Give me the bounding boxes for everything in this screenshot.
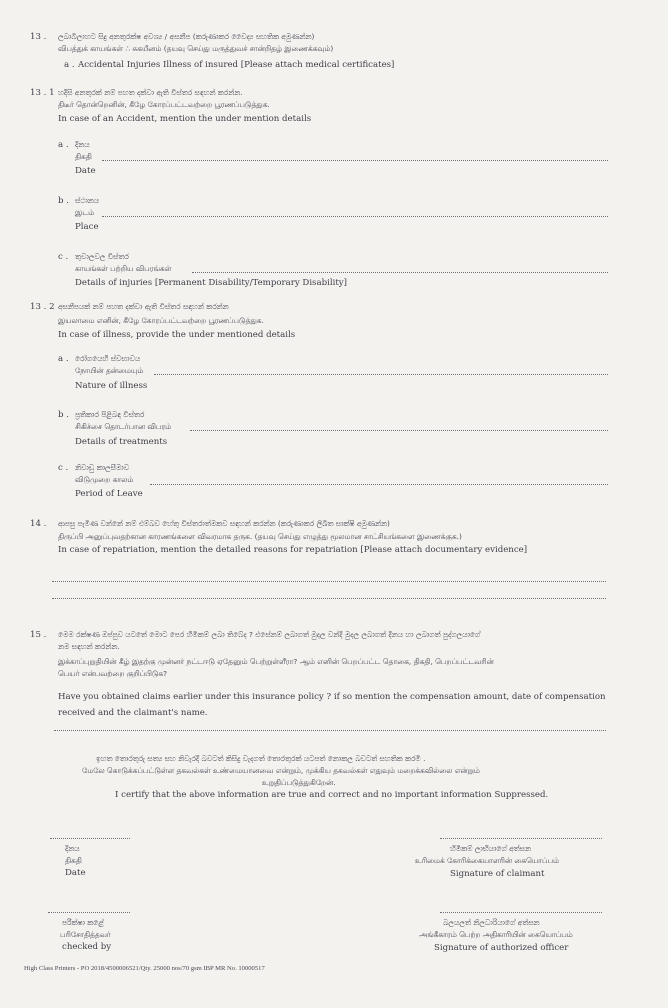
- authorized-officer-signature-line[interactable]: [440, 912, 602, 913]
- authorized-officer-sinhala: බලයලත් නිලධාරියාගේ අත්සන: [443, 918, 540, 927]
- certify-english: I certify that the above information are true and correct and no important information Suppressed.: [115, 790, 549, 800]
- leave-period-label: Period of Leave: [75, 489, 143, 499]
- q13-2-tamil: இயலாமை எனின், கீழே கோரப்பட்டவற்றை பூரணப்படுத்துக.: [58, 316, 264, 325]
- q13-2-number: 13 . 2: [30, 302, 55, 312]
- illness-nature-tamil: நோயின் தன்மையும்: [75, 366, 144, 375]
- treatment-details-label: Details of treatments: [75, 437, 168, 447]
- date-tamil: திகதி: [65, 856, 82, 865]
- claimant-signature-sinhala: හිමිකම් ලාභියාගේ අත්සන: [450, 844, 531, 853]
- q13-option-prefix: a .: [64, 60, 75, 70]
- accident-date-sinhala: දිනය: [75, 140, 90, 149]
- q14-english: In case of repatriation, mention the detailed reasons for repatriation [Please attach documentary evidence]: [58, 545, 528, 555]
- treatment-details-sinhala: ප්‍රතිකාර පිළිබඳ විස්තර: [75, 410, 145, 419]
- repatriation-reason-line-2[interactable]: [52, 598, 606, 599]
- illness-nature-prefix: a .: [58, 354, 69, 364]
- q14-number: 14 .: [30, 519, 47, 529]
- q13-tamil: விபத்துக் காயங்கள் ∴ சுகயீனம் (தயவு செய்து மருத்துவச் சான்றிதழ் இணைக்கவும்): [58, 44, 334, 53]
- accident-place-tamil: இடம்: [75, 208, 95, 217]
- q15-english-line-1: Have you obtained claims earlier under this insurance policy ? if so mention the compensation amount, date of compensation: [58, 692, 606, 702]
- injury-details-sinhala: තුවාලවල විස්තර: [75, 252, 129, 261]
- claimant-signature-tamil: உரிமைக் கோரிக்கையாளரின் கையொப்பம்: [415, 856, 559, 865]
- leave-period-prefix: c .: [58, 463, 69, 473]
- leave-period-sinhala: නිවාඩු කාලසීමාව: [75, 463, 130, 472]
- prior-claims-field[interactable]: [54, 730, 606, 731]
- injury-details-prefix: c .: [58, 252, 69, 262]
- claimant-signature-line[interactable]: [440, 838, 602, 839]
- claimant-signature-label: Signature of claimant: [450, 869, 545, 879]
- injury-details-label: Details of injuries [Permanent Disability/Temporary Disability]: [75, 278, 348, 288]
- leave-period-field[interactable]: [150, 484, 608, 485]
- treatment-details-prefix: b .: [58, 410, 69, 420]
- checked-by-line[interactable]: [48, 912, 130, 913]
- accident-date-field[interactable]: [102, 160, 608, 161]
- treatment-details-tamil: சிகிச்சை தொடர்பான விபரம்: [75, 422, 172, 431]
- q15-english-line-2: received and the claimant's name.: [58, 708, 208, 718]
- accident-date-prefix: a .: [58, 140, 69, 150]
- checked-by-label: checked by: [62, 942, 112, 952]
- accident-place-sinhala: ස්ථානය: [75, 196, 100, 205]
- q14-sinhala: ආපසු පැමිණ වන්නේ නම් එම්බව හේතු විස්තරාත්මකව සඳහන් කරන්න (කරුණාකර ලිඛිත සාක්ෂි අමුණන්න): [58, 519, 390, 528]
- q15-tamil-line-2: பெயர் என்பவற்றை குறிப்பிடுக?: [58, 669, 168, 678]
- accident-place-field[interactable]: [102, 216, 608, 217]
- repatriation-reason-line-1[interactable]: [52, 581, 606, 582]
- checked-by-tamil: பரிசோதித்தவர்: [60, 930, 111, 939]
- printer-footer: High Class Printers - PO 2018/4500006521/Qty. 25000 nos/70 gsm IBP MR No. 10000517: [24, 965, 265, 972]
- certify-tamil-line-2: உறுதிப்படுத்துகிறேன்.: [262, 778, 336, 787]
- date-label: Date: [65, 868, 86, 878]
- accident-date-tamil: திகதி: [75, 152, 92, 161]
- q14-tamil: திருப்பி அனுப்புவதற்கான காரணங்களை விவரமாக தருக. (தயவு செய்து எழுத்து மூலமான சாட்சியங்களை இணைக்குக.): [58, 532, 462, 541]
- date-signature-line[interactable]: [50, 838, 130, 839]
- q13-1-english: In case of an Accident, mention the under mention details: [58, 114, 312, 124]
- illness-nature-sinhala: රෝගයෙහි ස්වභාවය: [75, 354, 141, 363]
- q13-2-english: In case of illness, provide the under mentioned details: [58, 330, 296, 340]
- q13-1-number: 13 . 1: [30, 88, 55, 98]
- q13-sinhala: ලබාබිලාහට සිදු අනතුරක්ෂ අවශ්‍ය / අසනීප (කරුණාකර වෛද්‍ය සහතික අමුණන්න): [58, 32, 315, 41]
- q13-1-sinhala: හදිසි අනතුරක් නම් පහත දක්වා ඇති විස්තර සඳහන් කරන්න.: [58, 88, 243, 97]
- accident-date-label: Date: [75, 166, 96, 176]
- authorized-officer-label: Signature of authorized officer: [434, 943, 569, 953]
- authorized-officer-tamil: அங்கீகாரம் பெற்ற அதிகாரியின் கையொப்பம்: [419, 930, 573, 939]
- q13-2-sinhala: අසනීපයක් නම් පහත දක්වා ඇති විස්තර සඳහන් කරන්න: [58, 302, 229, 311]
- leave-period-tamil: விடுமுறை காலம்: [75, 475, 134, 484]
- q13-english: Accidental Injuries Illness of insured [Please attach medical certificates]: [78, 60, 395, 70]
- checked-by-sinhala: පරීක්ෂා කළේ: [62, 918, 104, 927]
- illness-nature-label: Nature of illness: [75, 381, 148, 391]
- accident-place-prefix: b .: [58, 196, 69, 206]
- q15-number: 15 .: [30, 630, 47, 640]
- q15-sinhala-line-1: මෙම රක්ෂණ ඔප්පුව යටතේ මොට පෙර හිමිකම් ලබා තිබේද ? එසේනම් ලබාගත් මුදල වන්දි මුදල ලබාගත් දිනය හා ලබාගත් පුද්ගලයාගේ: [58, 630, 481, 639]
- illness-nature-field[interactable]: [154, 374, 608, 375]
- accident-place-label: Place: [75, 222, 99, 232]
- q15-tamil-line-1: இக்காப்புறுதியின் கீழ் இதற்கு முன்னர் நட்டஈடு ஏதேனும் பெற்றுள்ளீரா? ஆம் எனின் பெறப்பட்ட தொகை, திகதி, பெறப்பட்டவரின்: [58, 657, 494, 666]
- q13-number: 13 .: [30, 32, 47, 42]
- q13-1-tamil: திடீர் தொன்றெனின், கீழே கோரப்பட்டவற்றை பூரணப்படுத்துக.: [58, 100, 270, 109]
- treatment-details-field[interactable]: [190, 430, 608, 431]
- injury-details-tamil: காயங்கள் பற்றிய விபரங்கள்: [75, 264, 172, 273]
- certify-tamil-line-1: மேலே கொடுக்கப்பட்டுள்ள தகவல்கள் உண்மையானவை என்றும், முக்கிய தகவல்கள் எதுவும் மறைக்கவில்லை என்றும்: [82, 766, 480, 775]
- date-sinhala: දිනය: [65, 844, 80, 853]
- certify-sinhala: ඉහත තොරතුරු සත්‍ය සහ නිවැරදි බවටත් කිසිදු වැදගත් තොරතුරක් යටපත් නොකල බවටත් සහතික කරමි .: [96, 754, 426, 763]
- injury-details-field[interactable]: [192, 272, 608, 273]
- q15-sinhala-line-2: නම සඳහන් කරන්න.: [58, 642, 120, 651]
